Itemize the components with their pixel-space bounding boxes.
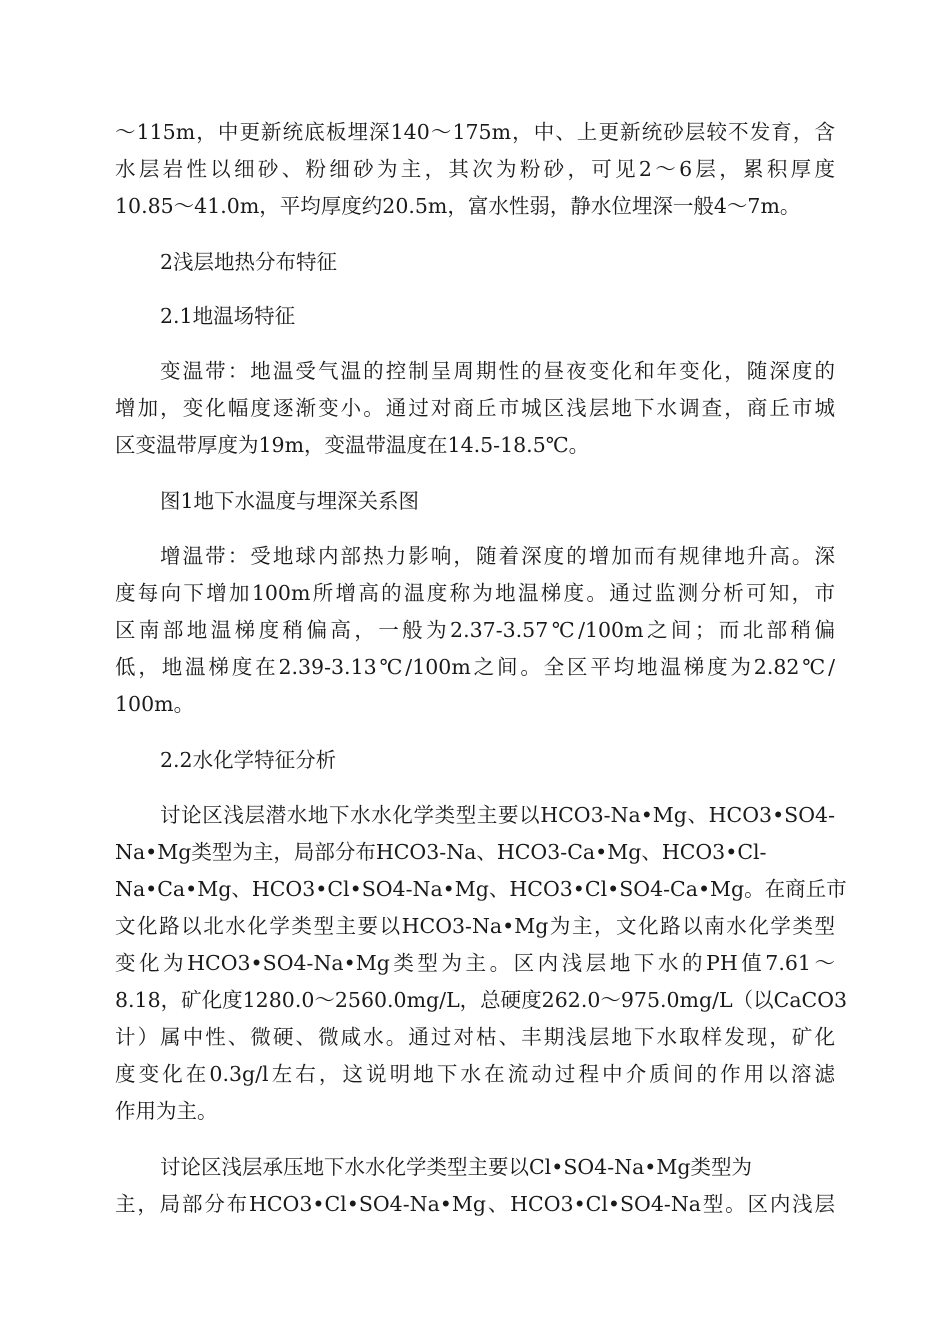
- text-line: 增温带：受地球内部热力影响，随着深度的增加而有规律地升高。深: [160, 544, 835, 568]
- text-line: 讨论区浅层承压地下水水化学类型主要以Cl•SO4-Na•Mg类型为: [160, 1155, 753, 1179]
- text-line: 8.18，矿化度1280.0～2560.0mg/L，总硬度262.0～975.0mg/L（以CaCO3: [115, 988, 848, 1012]
- section-heading: 2浅层地热分布特征: [160, 250, 338, 274]
- text-line: 讨论区浅层潜水地下水水化学类型主要以HCO3-Na•Mg、HCO3•SO4-: [160, 803, 835, 827]
- text-line: 度变化在0.3g/l左右，这说明地下水在流动过程中介质间的作用以溶滤: [115, 1062, 835, 1086]
- text-line: 100m。: [115, 692, 195, 716]
- text-line: 水层岩性以细砂、粉细砂为主，其次为粉砂，可见2～6层，累积厚度: [115, 157, 835, 181]
- text-line: 变温带：地温受气温的控制呈周期性的昼夜变化和年变化，随深度的: [160, 359, 835, 383]
- text-line: 文化路以北水化学类型主要以HCO3-Na•Mg为主，文化路以南水化学类型: [115, 914, 835, 938]
- text-line: Na•Mg类型为主，局部分布HCO3-Na、HCO3-Ca•Mg、HCO3•Cl-: [115, 840, 767, 864]
- subsection-heading: 2.1地温场特征: [160, 304, 296, 328]
- figure-caption: 图1地下水温度与埋深关系图: [160, 489, 420, 513]
- text-line: 主，局部分布HCO3•Cl•SO4-Na•Mg、HCO3•Cl•SO4-Na型。区内浅层: [115, 1192, 835, 1216]
- text-line: 作用为主。: [115, 1099, 218, 1123]
- text-line: ～115m，中更新统底板埋深140～175m，中、上更新统砂层较不发育，含: [115, 120, 835, 144]
- text-line: 变化为HCO3•SO4-Na•Mg类型为主。区内浅层地下水的PH值7.61～: [115, 951, 835, 975]
- text-line: Na•Ca•Mg、HCO3•Cl•SO4-Na•Mg、HCO3•Cl•SO4-Ca•Mg。在商丘市: [115, 877, 847, 901]
- text-line: 10.85～41.0m，平均厚度约20.5m，富水性弱，静水位埋深一般4～7m。: [115, 194, 801, 218]
- text-line: 低，地温梯度在2.39-3.13℃/100m之间。全区平均地温梯度为2.82℃/: [115, 655, 835, 679]
- text-line: 区变温带厚度为19m，变温带温度在14.5-18.5℃。: [115, 433, 590, 457]
- text-line: 区南部地温梯度稍偏高，一般为2.37-3.57℃/100m之间；而北部稍偏: [115, 618, 835, 642]
- text-line: 增加，变化幅度逐渐变小。通过对商丘市城区浅层地下水调查，商丘市城: [115, 396, 835, 420]
- subsection-heading: 2.2水化学特征分析: [160, 748, 337, 772]
- text-line: 度每向下增加100m所增高的温度称为地温梯度。通过监测分析可知，市: [115, 581, 835, 605]
- text-line: 计）属中性、微硬、微咸水。通过对枯、丰期浅层地下水取样发现，矿化: [115, 1025, 835, 1049]
